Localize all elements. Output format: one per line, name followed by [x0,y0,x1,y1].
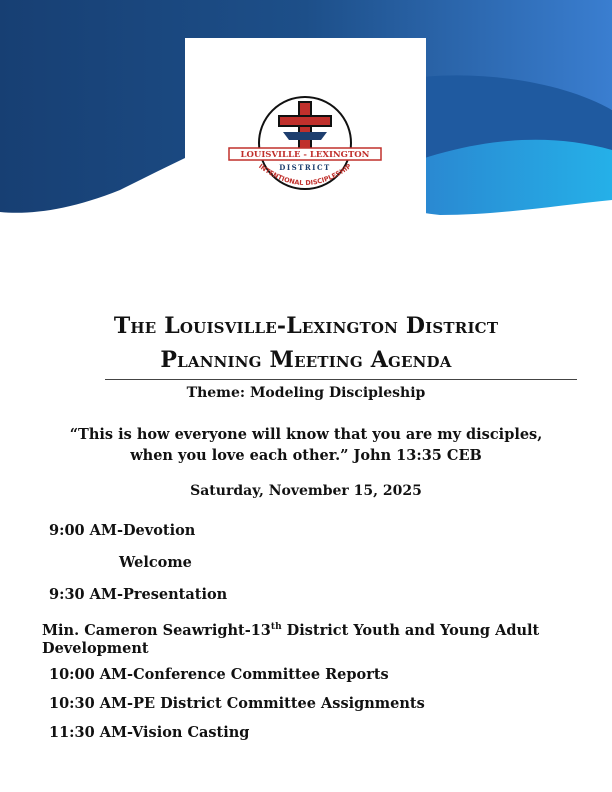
title-divider [105,379,577,380]
scripture-quote [0,424,612,466]
presenter-role: District Youth and Young Adult Development [42,621,540,657]
quote-line2: when you love each other.” John 13:35 CEB [130,447,482,464]
presenter-name: Min. Cameron Seawright-13 [42,621,271,639]
logo-top-text: LOUISVILLE - LEXINGTON [240,150,370,160]
agenda-item: 9:30 AM-Presentation [49,586,228,603]
agenda-item: 11:30 AM-Vision Casting [49,724,250,741]
quote-line1: “This is how everyone will know that you are my disciples, [69,426,543,443]
agenda-item: Welcome [119,554,192,571]
ordinal-suffix: th [270,622,282,632]
district-logo [225,96,385,200]
agenda-item: 10:00 AM-Conference Committee Reports [49,666,389,683]
logo-middle-text: DISTRICT [279,163,331,172]
page-title-line2: Planning Meeting Agenda [160,347,452,373]
theme-text: Theme: Modeling Discipleship [186,385,426,401]
agenda-item: 10:30 AM-PE District Committee Assignments [49,695,425,712]
meeting-date: Saturday, November 15, 2025 [190,483,422,499]
page-title-line1: The Louisville-Lexington District [113,313,499,339]
logo-arc-text: INTENTIONAL DISCIPLESHIP [257,162,353,188]
agenda-item: 9:00 AM-Devotion [49,522,196,539]
agenda-item-presenter [42,618,582,658]
